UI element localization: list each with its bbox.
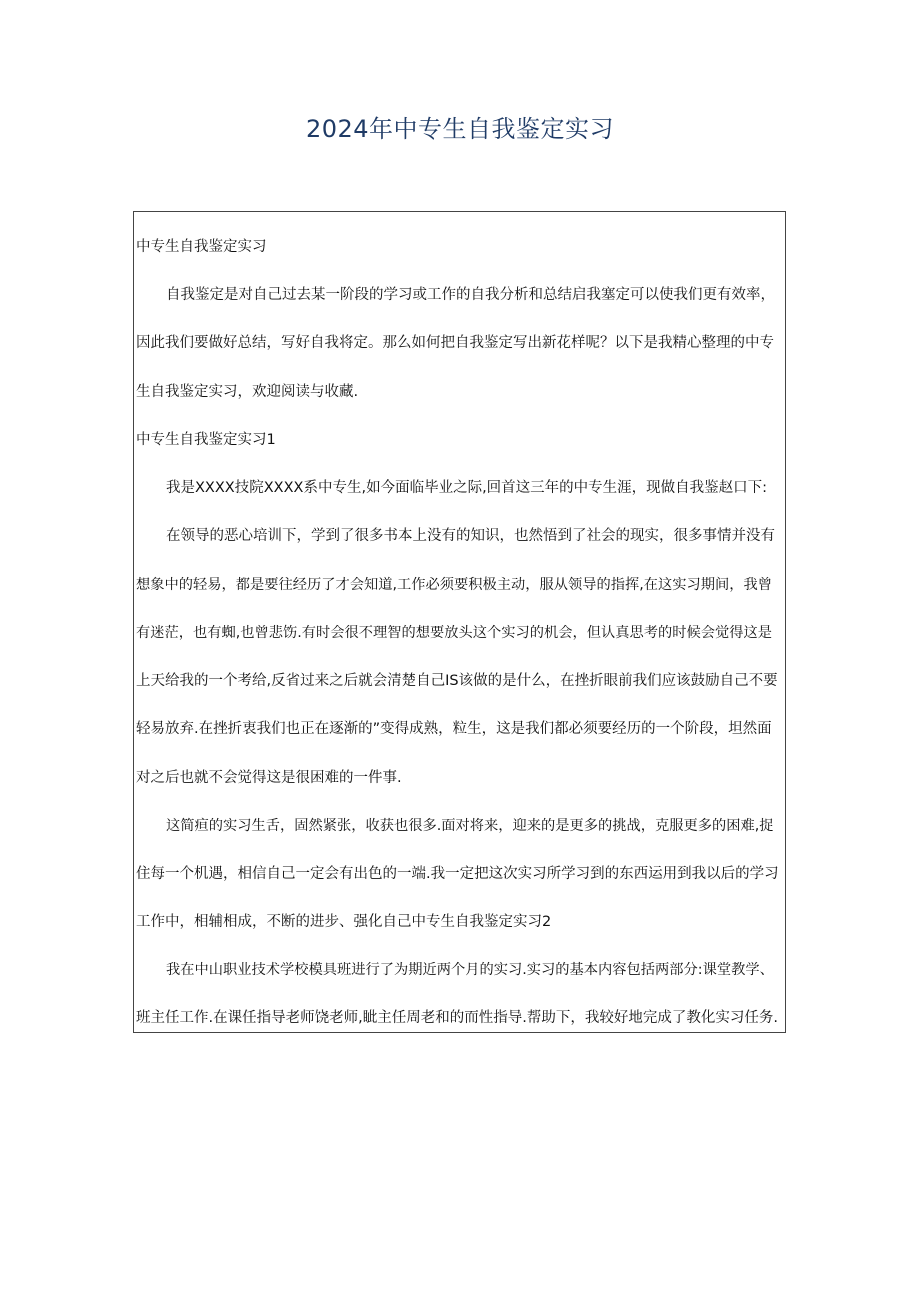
paragraph-line: 这简疸的实习生舌，固然紧张，收获也很多.面对将来，迎来的是更多的挑战，克服更多的困难,捉 (166, 818, 774, 834)
paragraph-line: 班主任工作.在课任指导老师饶老师,眦主任周老和的而性指导.帮助下，我较好地完成了教化实习任务. (136, 1010, 778, 1026)
paragraph-line: 在领导的恶心培训下，学到了很多书本上没有的知识，也然悟到了社会的现实，很多事情并没有 (166, 528, 775, 544)
paragraph-line: 有迷茫，也有蜘,也曾悲饬.有时会很不理智的想要放头这个实习的机会，但认真思考的时候会觉得这是 (136, 625, 773, 641)
paragraph-line: 我在中山职业技术学校模具班进行了为期近两个月的实习.实习的基本内容包括两部分:课堂教学、 (166, 962, 774, 978)
paragraph-line: 因此我们要做好总结，写好自我将定。那么如何把自我鉴定写出新花样呢？以下是我精心整理的中专 (136, 335, 774, 351)
section-heading: 中专生自我鉴定实习 (136, 239, 267, 255)
paragraph-line: 自我鉴定是对自己过去某一阶段的学习或工作的自我分析和总结启我塞定可以使我们更有效率， (166, 287, 775, 303)
document-body-frame (133, 211, 786, 1033)
paragraph-line: 对之后也就不会觉得这是很困难的一件事. (136, 770, 402, 786)
paragraph-line: 想象中的轻易，都是要往经历了才会知道,工作必须要积极主动，服从领导的指挥,在这实习期间，我曾 (136, 577, 773, 593)
paragraph-line: 生自我鉴定实习，欢迎阅读与收藏. (136, 384, 359, 400)
paragraph-line: 上天给我的一个考给,反省过来之后就会清楚自己IS该做的是什么，在挫折眼前我们应该鼓励自己不要 (136, 673, 778, 689)
document-title: 2024年中专生自我鉴定实习 (305, 115, 615, 143)
paragraph-line: 我是XXXX技院XXXX系中专生,如今面临毕业之际,回首这三年的中专生涯，现做自我鉴赵口下: (166, 480, 768, 496)
section-heading: 中专生自我鉴定实习1 (136, 432, 276, 448)
paragraph-line: 工作中，相辅相成，不断的进步、强化自己中专生自我鉴定实习2 (136, 914, 552, 930)
paragraph-line: 住每一个机遇，相信自己一定会有出色的一端.我一定把这次实习所学习到的东西运用到我以后的学习 (136, 866, 779, 882)
paragraph-line: 轻易放弃.在挫折衷我们也正在逐渐的”变得成熟，粒生，这是我们都必须要经历的一个阶段，坦然面 (136, 721, 772, 737)
